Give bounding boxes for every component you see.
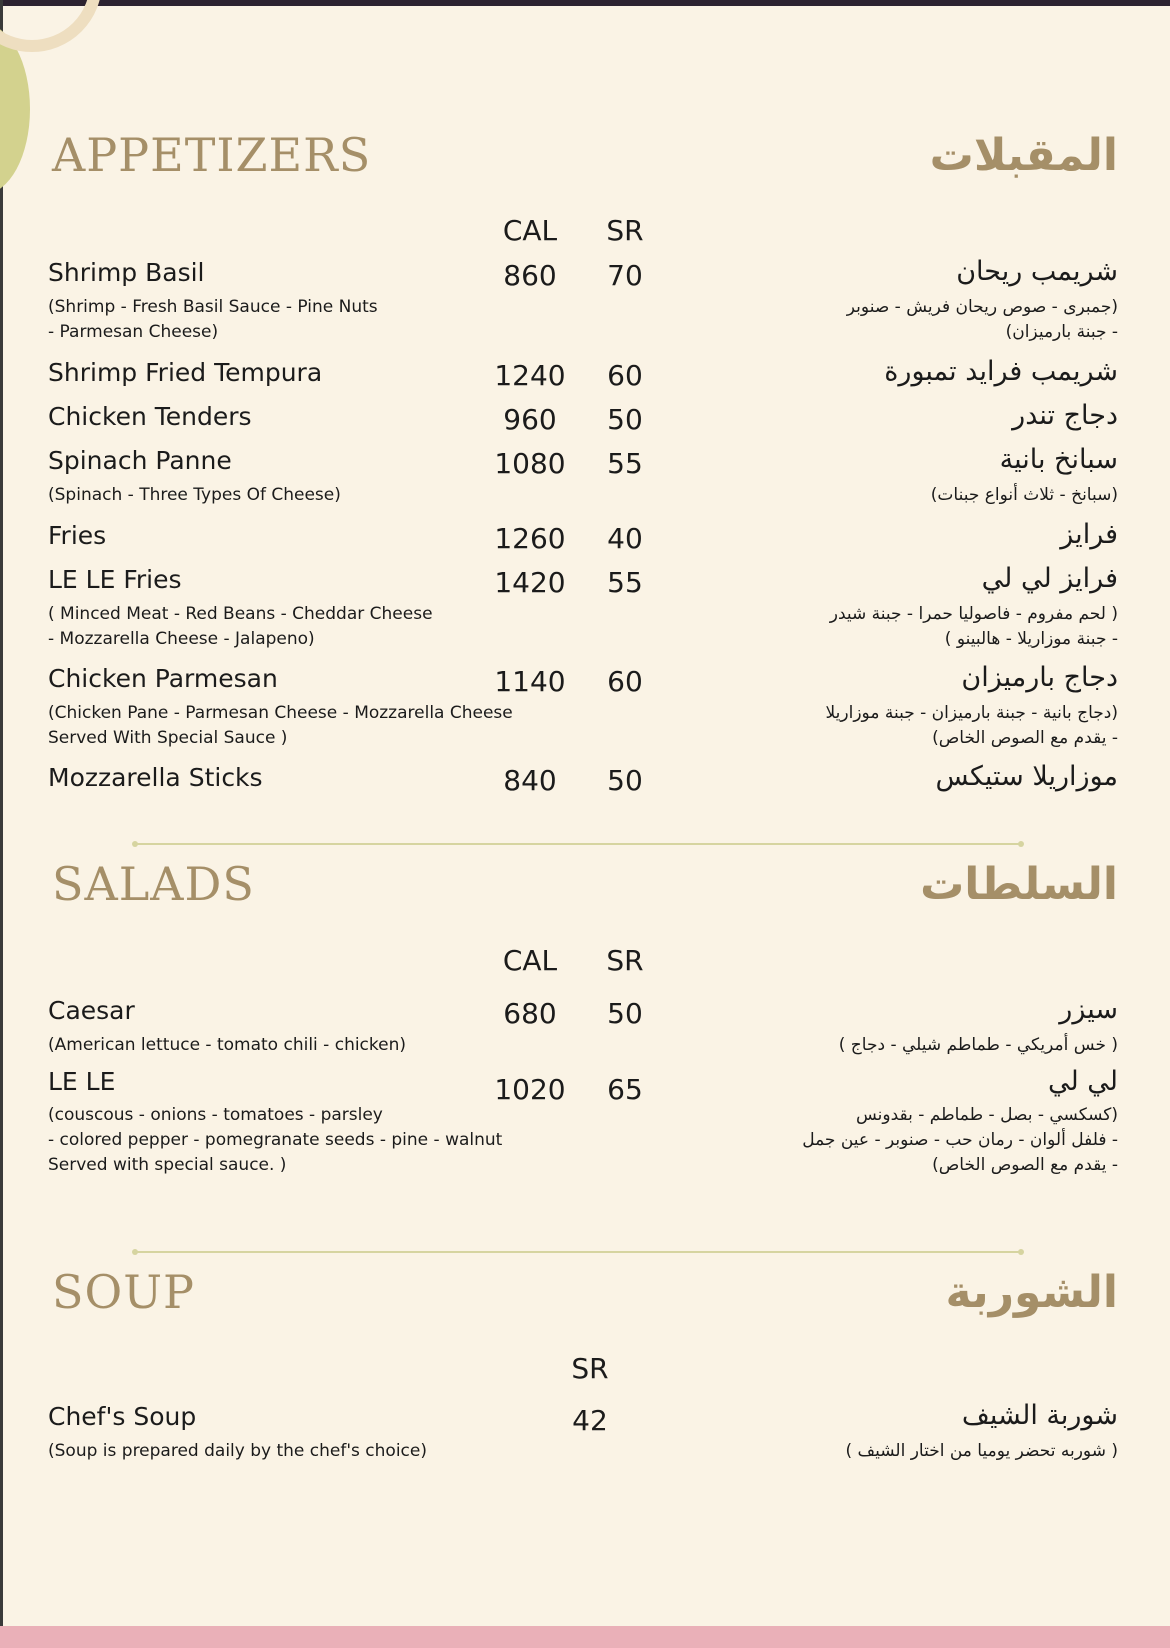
menu-item-name-ar: فرايز: [1060, 519, 1118, 550]
soup-title-ar: الشوربة: [945, 1267, 1118, 1318]
salads-cal-header: CAL: [502, 944, 558, 977]
menu-item-name-ar: فرايز لي لي: [981, 563, 1118, 594]
description-line: - جبنة موزاريلا - هالبينو ): [944, 629, 1118, 649]
menu-item-name-en: Shrimp Basil: [48, 258, 205, 287]
menu-item-name-en: Chef's Soup: [48, 1402, 197, 1431]
appetizers-cal-header: CAL: [502, 214, 558, 247]
menu-item-description-en: [48, 701, 513, 751]
salads-title-ar: السلطات: [920, 859, 1118, 910]
menu-item-name-ar: دجاج تندر: [1012, 400, 1118, 431]
menu-item-price: 50: [607, 403, 643, 436]
menu-item-name-ar: شوربة الشيف: [961, 1400, 1118, 1431]
description-line: Served With Special Sauce ): [48, 728, 288, 748]
menu-item-calories: 840: [503, 764, 557, 797]
soup-title-en: SOUP: [52, 1265, 195, 1319]
description-line: (Shrimp - Fresh Basil Sauce - Pine Nuts: [48, 297, 378, 317]
description-line: ( شوربه تحضر يوميا من اختار الشيف ): [845, 1441, 1118, 1461]
left-edge-border: [0, 0, 3, 1648]
section-divider: [135, 1251, 1021, 1253]
menu-item-name-ar: دجاج بارميزان: [961, 662, 1118, 693]
menu-item-name-en: Chicken Parmesan: [48, 664, 278, 693]
description-line: - يقدم مع الصوص الخاص): [932, 1155, 1118, 1175]
menu-item-calories: 860: [503, 259, 557, 292]
menu-item-calories: 1080: [494, 447, 566, 480]
menu-item-name-ar: سبانخ بانية: [999, 444, 1118, 475]
menu-item-price: 42: [572, 1404, 608, 1437]
menu-item-calories: 1260: [494, 522, 566, 555]
menu-item-name-en: Fries: [48, 521, 107, 550]
menu-item-name-ar: موزاريلا ستيكس: [935, 761, 1118, 792]
menu-item-name-en: LE LE: [48, 1067, 116, 1096]
menu-item-name-ar: شريمب فرايد تمبورة: [884, 356, 1118, 387]
menu-item-description-ar: [839, 1033, 1118, 1058]
menu-item-name-en: Mozzarella Sticks: [48, 763, 263, 792]
salads-sr-header: SR: [606, 944, 644, 977]
appetizers-title-ar: المقبلات: [929, 130, 1118, 181]
menu-item-calories: 1020: [494, 1073, 566, 1106]
soup-sr-header: SR: [571, 1352, 609, 1385]
salads-title-en: SALADS: [52, 857, 255, 911]
menu-item-name-ar: لي لي: [1047, 1066, 1118, 1097]
description-line: (couscous - onions - tomatoes - parsley: [48, 1105, 383, 1125]
menu-item-name-en: Caesar: [48, 996, 135, 1025]
description-line: (American lettuce - tomato chili - chicken): [48, 1035, 407, 1055]
menu-item-description-en: [48, 1033, 406, 1058]
menu-item-description-ar: [802, 1103, 1118, 1178]
menu-item-calories: 1240: [494, 359, 566, 392]
menu-item-calories: 1420: [494, 566, 566, 599]
menu-item-name-en: LE LE Fries: [48, 565, 182, 594]
menu-item-price: 40: [607, 522, 643, 555]
description-line: (Spinach - Three Types Of Cheese): [48, 485, 341, 505]
description-line: - colored pepper - pomegranate seeds - pine - walnut: [48, 1130, 503, 1150]
section-divider: [135, 843, 1021, 845]
menu-item-price: 65: [607, 1073, 643, 1106]
menu-item-description-en: [48, 295, 378, 345]
menu-item-price: 70: [607, 259, 643, 292]
menu-item-description-ar: [931, 483, 1118, 508]
description-line: - Parmesan Cheese): [48, 322, 219, 342]
menu-item-price: 50: [607, 764, 643, 797]
menu-item-name-en: Shrimp Fried Tempura: [48, 358, 323, 387]
menu-item-description-ar: [826, 701, 1118, 751]
appetizers-title-en: APPETIZERS: [52, 128, 372, 182]
menu-item-calories: 680: [503, 997, 557, 1030]
menu-item-name-en: Chicken Tenders: [48, 402, 252, 431]
menu-item-price: 50: [607, 997, 643, 1030]
description-line: - فلفل ألوان - رمان حب - صنوبر - عين جمل: [802, 1130, 1118, 1150]
menu-item-price: 55: [607, 566, 643, 599]
menu-item-price: 60: [607, 359, 643, 392]
menu-item-name-en: Spinach Panne: [48, 446, 232, 475]
appetizers-sr-header: SR: [606, 214, 644, 247]
bottom-edge-bar: [0, 1626, 1170, 1648]
description-line: (دجاج بانية - جبنة بارميزان - جبنة موزاريلا: [825, 703, 1118, 723]
menu-item-description-en: [48, 1103, 502, 1178]
menu-item-price: 55: [607, 447, 643, 480]
description-line: (جمبرى - صوص ريحان فريش - صنوبر: [846, 297, 1118, 317]
description-line: Served with special sauce. ): [48, 1155, 287, 1175]
description-line: - Mozzarella Cheese - Jalapeno): [48, 629, 315, 649]
menu-item-calories: 1140: [494, 665, 566, 698]
description-line: ( Minced Meat - Red Beans - Cheddar Cheese: [48, 604, 433, 624]
menu-item-calories: 960: [503, 403, 557, 436]
description-line: ( لحم مفروم - فاصوليا حمرا - جبنة شيدر: [829, 604, 1118, 624]
description-line: - يقدم مع الصوص الخاص): [932, 728, 1118, 748]
menu-item-description-en: [48, 1439, 427, 1464]
menu-item-description-ar: [830, 602, 1118, 652]
description-line: ( خس أمريكي - طماطم شيلي - دجاج ): [838, 1035, 1118, 1055]
menu-item-name-ar: شريمب ريحان: [956, 256, 1118, 287]
description-line: (Chicken Pane - Parmesan Cheese - Mozzarella Cheese: [48, 703, 513, 723]
top-edge-bar: [0, 0, 1170, 6]
description-line: (سبانخ - ثلاث أنواع جبنات): [930, 485, 1118, 505]
menu-item-description-en: [48, 602, 433, 652]
menu-item-description-ar: [845, 1439, 1118, 1464]
description-line: (Soup is prepared daily by the chef's choice): [48, 1441, 427, 1461]
description-line: - جبنة بارميزان): [1005, 322, 1118, 342]
menu-item-name-ar: سيزر: [1059, 994, 1118, 1025]
menu-item-description-ar: [847, 295, 1118, 345]
description-line: (كسكسي - بصل - طماطم - بقدونس: [855, 1105, 1118, 1125]
menu-item-description-en: [48, 483, 341, 508]
menu-item-price: 60: [607, 665, 643, 698]
decorative-ring-shape: [0, 0, 102, 52]
